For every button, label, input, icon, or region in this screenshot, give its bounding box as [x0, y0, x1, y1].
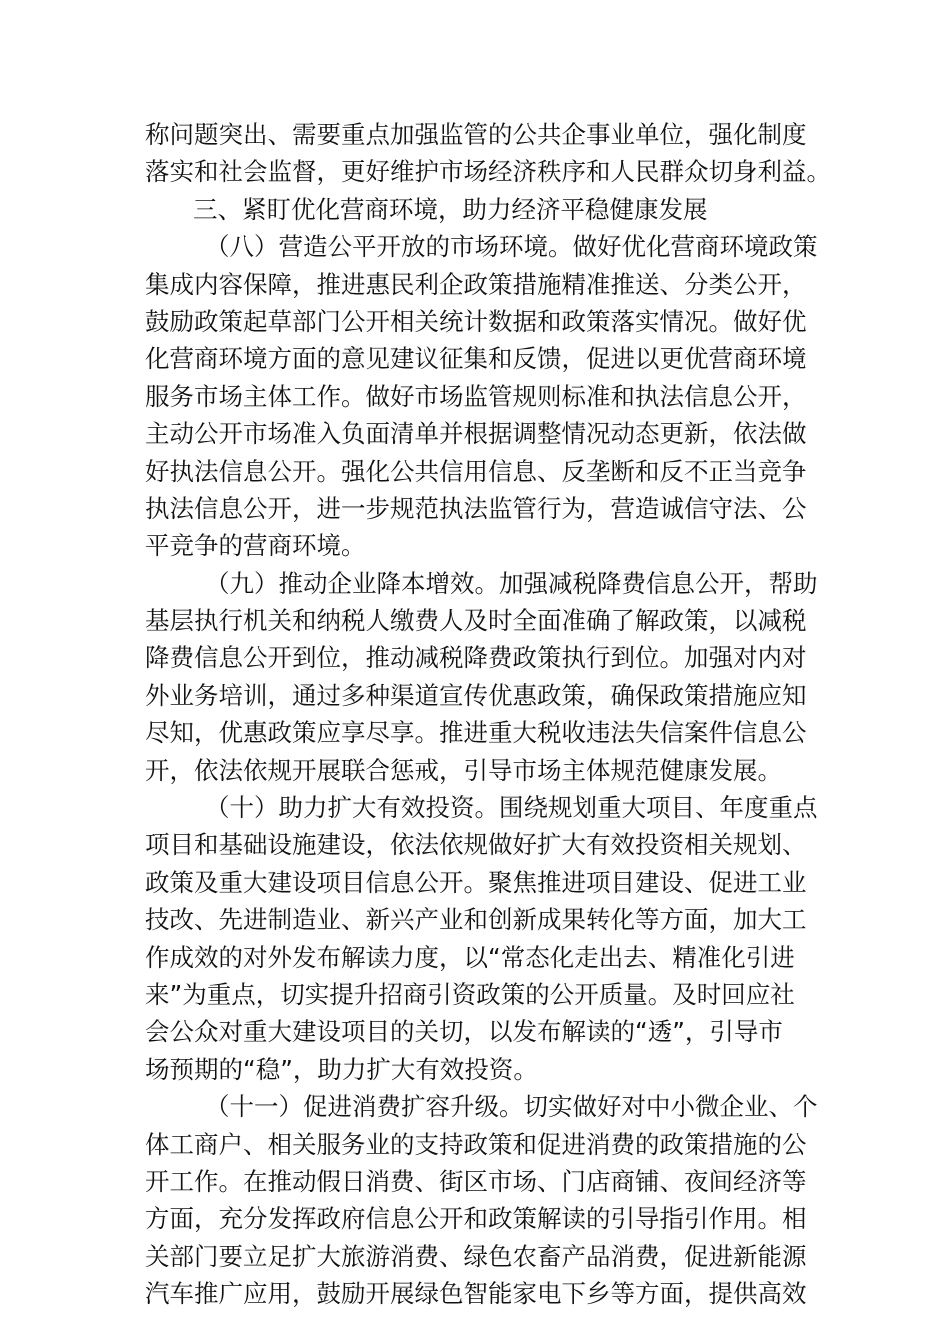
text-line: 称问题突出、需要重点加强监管的公共企事业单位，强化制度	[145, 120, 807, 149]
text-line: 主动公开市场准入负面清单并根据调整情况动态更新，依法做	[145, 419, 807, 449]
text-line: 场预期的“稳”，助力扩大有效投资。	[145, 1054, 538, 1084]
text-line: 作成效的对外发布解读力度，以“常态化走出去、精准化引进	[145, 942, 795, 972]
text-line: 汽车推广应用，鼓励开展绿色智能家电下乡等方面，提供高效	[145, 1279, 807, 1309]
text-line: 平竞争的营商环境。	[145, 531, 366, 561]
document-body	[145, 116, 831, 1313]
text-line: 开，依法依规开展联合惩戒，引导市场主体规范健康发展。	[145, 755, 782, 785]
text-line: 基层执行机关和纳税人缴费人及时全面准确了解政策，以减税	[145, 606, 807, 636]
text-line: 服务市场主体工作。做好市场监管规则标准和执法信息公开，	[145, 381, 807, 411]
paragraph-first-line: （九）推动企业降本增效。加强减税降费信息公开，帮助	[205, 568, 818, 598]
text-line: 降费信息公开到位，推动减税降费政策执行到位。加强对内对	[145, 643, 807, 673]
text-line: 外业务培训，通过多种渠道宣传优惠政策，确保政策措施应知	[145, 680, 807, 710]
text-line: 技改、先进制造业、新兴产业和创新成果转化等方面，加大工	[145, 905, 807, 935]
text-line: 鼓励政策起草部门公开相关统计数据和政策落实情况。做好优	[145, 306, 807, 336]
text-line: 化营商环境方面的意见建议征集和反馈，促进以更优营商环境	[145, 344, 807, 374]
text-line: 关部门要立足扩大旅游消费、绿色农畜产品消费，促进新能源	[145, 1241, 807, 1271]
paragraph-first-line: （十）助力扩大有效投资。围绕规划重大项目、年度重点	[205, 793, 818, 823]
paragraph-first-line: （八）营造公平开放的市场环境。做好优化营商环境政策	[205, 232, 818, 262]
text-line: 落实和社会监督，更好维护市场经济秩序和人民群众切身利益。	[145, 157, 831, 187]
text-line: 执法信息公开，进一步规范执法监管行为，营造诚信守法、公	[145, 493, 807, 523]
text-line: 开工作。在推动假日消费、街区市场、门店商铺、夜间经济等	[145, 1166, 807, 1196]
text-line: 尽知，优惠政策应享尽享。推进重大税收违法失信案件信息公	[145, 718, 807, 748]
text-line: 政策及重大建设项目信息公开。聚焦推进项目建设、促进工业	[145, 867, 807, 897]
text-line: 会公众对重大建设项目的关切，以发布解读的“透”，引导市	[145, 1017, 783, 1047]
text-line: 好执法信息公开。强化公共信用信息、反垄断和反不正当竞争	[145, 456, 807, 486]
paragraph-first-line: （十一）促进消费扩容升级。切实做好对中小微企业、个	[205, 1092, 818, 1122]
text-line: 项目和基础设施建设，依法依规做好扩大有效投资相关规划、	[145, 830, 807, 860]
text-line: 体工商户、相关服务业的支持政策和促进消费的政策措施的公	[145, 1129, 807, 1159]
text-line: 方面，充分发挥政府信息公开和政策解读的引导指引作用。相	[145, 1204, 807, 1234]
text-line: 集成内容保障，推进惠民利企政策措施精准推送、分类公开，	[145, 269, 807, 299]
section-heading: 三、紧盯优化营商环境，助力经济平稳健康发展	[193, 194, 708, 224]
text-line: 来”为重点，切实提升招商引资政策的公开质量。及时回应社	[145, 979, 795, 1009]
